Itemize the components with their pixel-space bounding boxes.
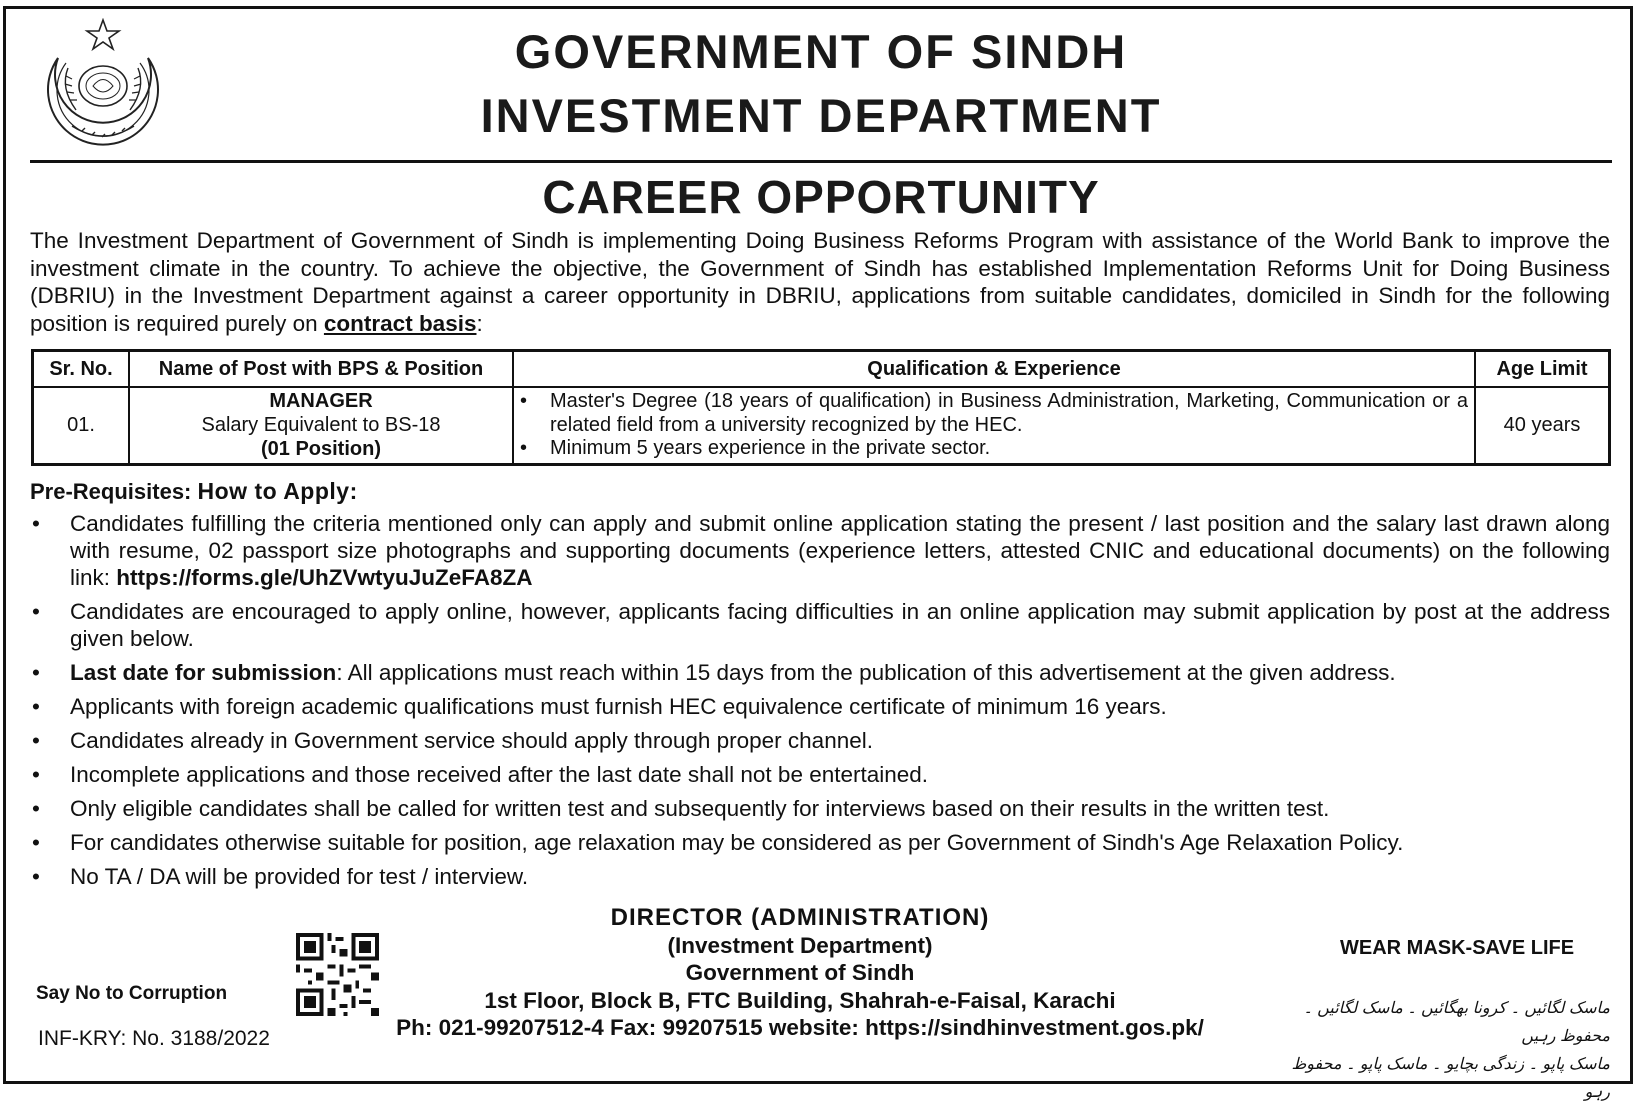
post-title: MANAGER (269, 390, 373, 413)
list-item (30, 659, 1610, 686)
mask-slogan: WEAR MASK-SAVE LIFE (1340, 937, 1575, 959)
prerequisites-label: Pre-Requisites: (30, 479, 192, 504)
qualification-item: • Master's Degree (18 years of qualification) in Business Administration, Marketing, Communication or a related field from a university recognized by the HEC. (520, 390, 1468, 437)
page-title: CAREER OPPORTUNITY (542, 171, 1100, 223)
position-table (31, 349, 1611, 466)
item-text: No TA / DA will be provided for test / interview. (70, 864, 529, 889)
table-row (33, 387, 1610, 464)
header-line-2: INVESTMENT DEPARTMENT (480, 89, 1162, 142)
list-item (30, 693, 1610, 720)
apply-list (30, 510, 1610, 897)
address-line: 1st Floor, Block B, FTC Building, Shahrah-e-Faisal, Karachi (484, 987, 1116, 1013)
item-text: Only eligible candidates shall be called for written test and subsequently for interviews based on their results in the written test. (70, 796, 1330, 821)
post-salary: Salary Equivalent to BS-18 (201, 414, 441, 437)
th-post: Name of Post with BPS & Position (129, 351, 513, 388)
th-age-limit: Age Limit (1475, 351, 1610, 388)
inf-reference: INF-KRY: No. 3188/2022 (38, 1027, 270, 1050)
urdu-line-2: ماسک پاپو ۔ زندگی بچایو ۔ ماسک پاپو ۔ محفوظ رہو (1291, 1056, 1610, 1101)
header-divider (30, 160, 1612, 163)
header-line-1: GOVERNMENT OF SINDH (514, 25, 1128, 78)
address-line: Government of Sindh (685, 960, 915, 985)
say-no-corruption: Say No to Corruption (36, 983, 228, 1004)
intro-end: : (476, 310, 483, 336)
cell-post (129, 387, 513, 464)
how-to-apply-label: How to Apply: (197, 478, 358, 504)
address-line: (Investment Department) (667, 932, 933, 958)
list-item (30, 727, 1610, 754)
application-link[interactable]: https://forms.gle/UhZVwtyuJuZeFA8ZA (116, 565, 533, 590)
intro-text: The Investment Department of Government of Sindh is implementing Doing Business Reforms Program with assistance of the World Bank to improve the investment climate in the country. To achieve the objective, the Government of Sindh has established Implementation Reforms Unit for Doing Business (DBRIU) in the Investment Department against a career opportunity in DBRIU, applications from suitable candidates, domiciled in Sindh for the following position is required purely on (30, 228, 1610, 336)
intro-paragraph (30, 227, 1610, 337)
list-item (30, 598, 1610, 652)
th-sr-no: Sr. No. (33, 351, 130, 388)
item-text: Candidates fulfilling the criteria mentioned only can apply and submit online application stating the present / last position and the salary last drawn along with resume, 02 passport size photographs and supporting documents (experience letters, attested CNIC and educational documents) on the following link: (70, 511, 1610, 590)
urdu-line-1: ماسک لگائیں ۔ کرونا بھگائیں ۔ ماسک لگائیں ۔ محفوظ رہیں (1303, 1000, 1610, 1045)
item-text: For candidates otherwise suitable for position, age relaxation may be considered as per Government of Sindh's Age Relaxation Policy. (70, 830, 1404, 855)
prerequisites-heading (30, 478, 358, 505)
list-item (30, 795, 1610, 822)
list-item (30, 510, 1610, 591)
item-text: Applicants with foreign academic qualifications must furnish HEC equivalence certificate of minimum 16 years. (70, 694, 1167, 719)
urdu-slogan (1290, 995, 1610, 1107)
contact-line: Ph: 021-99207512-4 Fax: 99207515 website: https://sindhinvestment.gos.pk/ (396, 1015, 1204, 1040)
cell-qualification (513, 387, 1475, 464)
list-item (30, 829, 1610, 856)
last-date-label: Last date for submission (70, 660, 337, 685)
qualification-item: • Minimum 5 years experience in the private sector. (520, 437, 1468, 461)
item-text: Candidates are encouraged to apply online, however, applicants facing difficulties in an online application may submit application by post at the address given below. (70, 599, 1610, 651)
th-qualification: Qualification & Experience (513, 351, 1475, 388)
table-header-row (33, 351, 1610, 388)
contact-address (330, 904, 1270, 1042)
list-item (30, 761, 1610, 788)
cell-sr-no: 01. (33, 387, 130, 464)
contract-basis-text: contract basis (323, 310, 477, 336)
item-text: Incomplete applications and those received after the last date shall not be entertained. (70, 762, 929, 787)
item-text: Candidates already in Government service should apply through proper channel. (70, 728, 873, 753)
address-title: DIRECTOR (ADMINISTRATION) (610, 904, 990, 931)
cell-age-limit: 40 years (1475, 387, 1610, 464)
list-item (30, 863, 1610, 890)
item-text-end: : All applications must reach within 15 days from the publication of this advertisement at the given address. (336, 660, 1396, 685)
post-positions: (01 Position) (260, 438, 381, 461)
